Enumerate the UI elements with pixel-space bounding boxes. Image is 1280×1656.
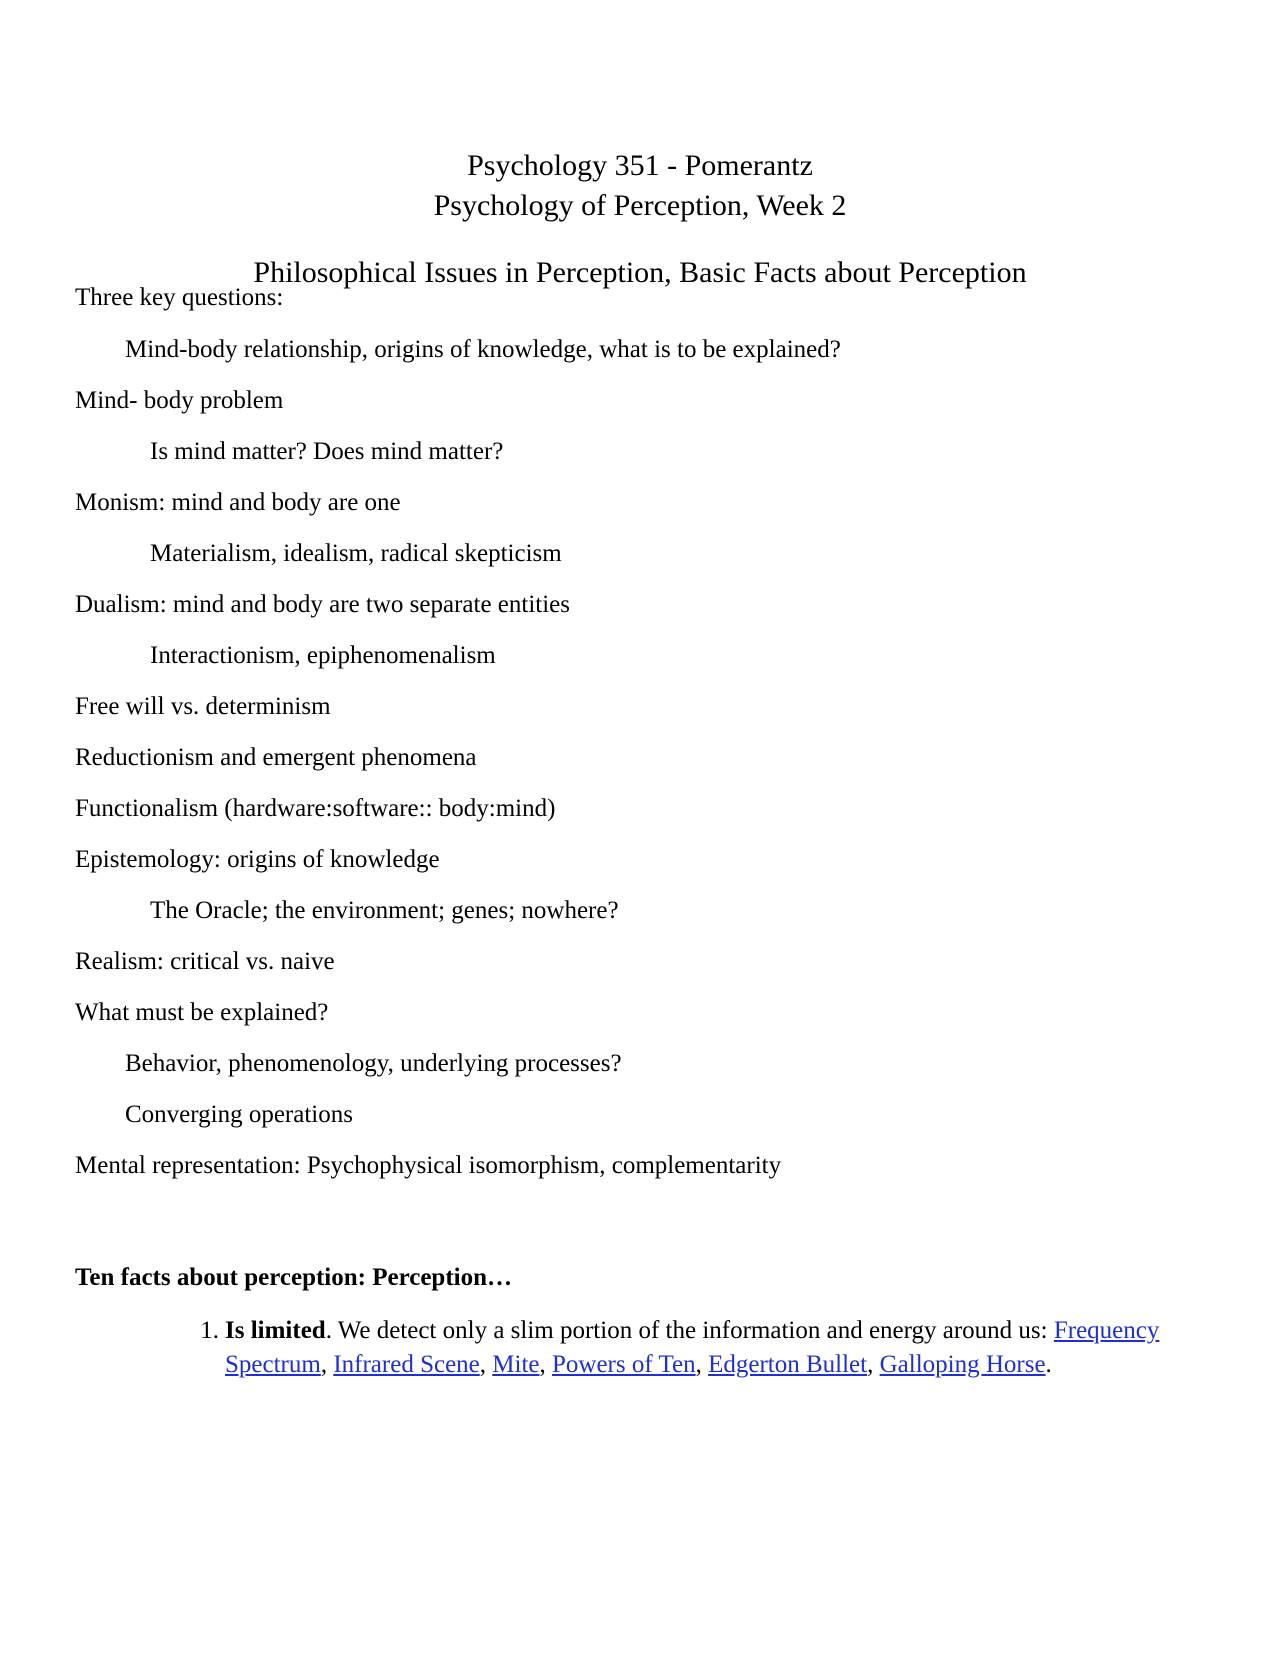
- outline-line: Mind- body problem: [75, 387, 284, 414]
- outline-line: Monism: mind and body are one: [75, 489, 401, 516]
- link-separator: ,: [320, 1351, 334, 1378]
- course-subtitle: Psychology of Perception, Week 2: [433, 189, 847, 222]
- outline-line: What must be explained?: [75, 999, 329, 1026]
- outline-line: Epistemology: origins of knowledge: [75, 846, 440, 873]
- fact-item: [189, 1314, 1189, 1382]
- outline-line: Realism: critical vs. naive: [75, 948, 335, 975]
- link-edgerton-bullet[interactable]: Edgerton Bullet: [708, 1351, 868, 1378]
- link-powers-of-ten[interactable]: Powers of Ten: [551, 1351, 696, 1378]
- outline-line: Free will vs. determinism: [75, 693, 331, 720]
- link-separator: ,: [695, 1351, 709, 1378]
- outline-line: Interactionism, epiphenomenalism: [150, 642, 496, 669]
- link-separator: ,: [867, 1351, 880, 1378]
- course-title: Psychology 351 - Pomerantz: [467, 149, 813, 182]
- link-separator: ,: [539, 1351, 552, 1378]
- outline-line: Functionalism (hardware:software:: body:mind): [75, 795, 556, 822]
- outline-line: Mental representation: Psychophysical isomorphism, complementarity: [75, 1152, 782, 1179]
- link-galloping-horse[interactable]: Galloping Horse: [879, 1351, 1046, 1378]
- link-infrared-scene[interactable]: Infrared Scene: [333, 1351, 480, 1378]
- fact-end: .: [1045, 1351, 1052, 1378]
- fact-body: [225, 1314, 1189, 1382]
- outline-line: Three key questions:: [75, 284, 284, 311]
- fact-text: . We detect only a slim portion of the information and energy around us:: [325, 1317, 1054, 1344]
- outline-line: Is mind matter? Does mind matter?: [150, 438, 504, 465]
- lecture-topic: Philosophical Issues in Perception, Basic Facts about Perception: [253, 256, 1027, 289]
- link-mite[interactable]: Mite: [492, 1351, 540, 1378]
- outline-line: Materialism, idealism, radical skepticism: [150, 540, 562, 567]
- fact-number: 1.: [200, 1317, 219, 1344]
- outline-line: The Oracle; the environment; genes; nowhere?: [150, 897, 619, 924]
- link-frequency-spectrum[interactable]: Frequency Spectrum: [225, 1317, 1160, 1378]
- outline-line: Converging operations: [125, 1101, 353, 1128]
- fact-bold-lead: Is limited: [225, 1317, 326, 1344]
- facts-heading: Ten facts about perception: Perception…: [75, 1264, 513, 1291]
- outline-line: Dualism: mind and body are two separate entities: [75, 591, 571, 618]
- outline-line: Reductionism and emergent phenomena: [75, 744, 477, 771]
- link-separator: ,: [479, 1351, 493, 1378]
- outline-line: Mind-body relationship, origins of knowledge, what is to be explained?: [125, 336, 841, 363]
- outline-line: Behavior, phenomenology, underlying processes?: [125, 1050, 622, 1077]
